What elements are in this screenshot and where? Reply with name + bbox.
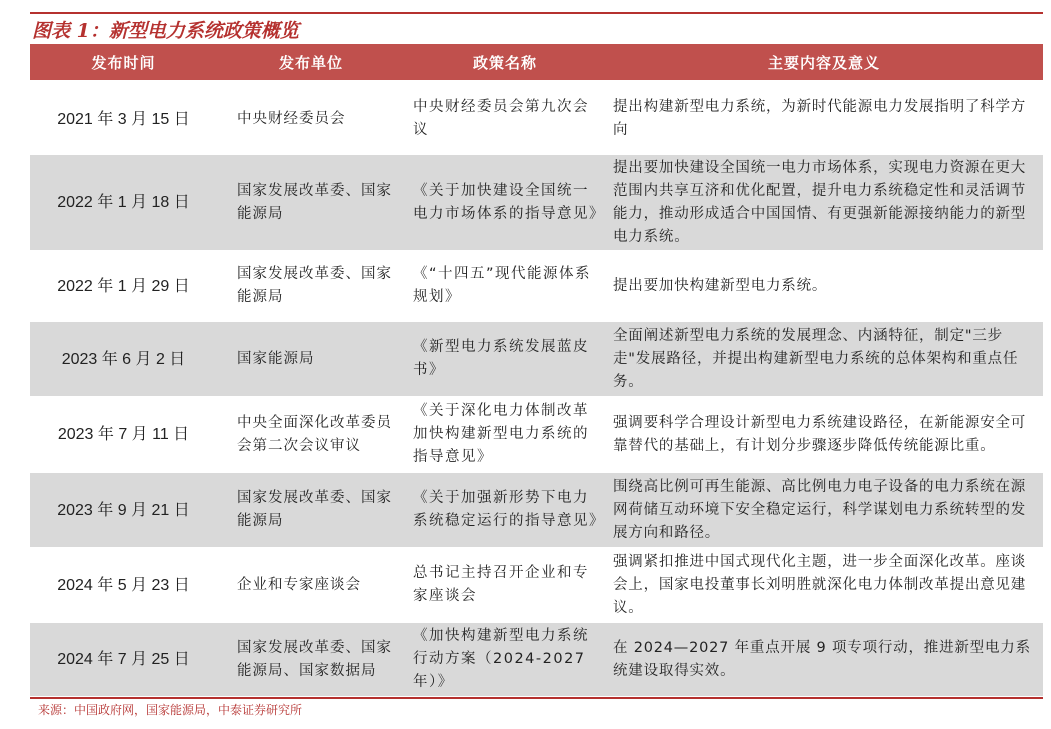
cell-org: 中央全面深化改革委员会第二次会议审议 bbox=[237, 414, 392, 454]
cell-date: 2023 年 9 月 21 日 bbox=[57, 501, 190, 519]
cell-policy: 《关于加快建设全国统一电力市场体系的指导意见》 bbox=[413, 182, 605, 222]
table-body bbox=[30, 84, 1043, 697]
cell-content: 提出要加快建设全国统一电力市场体系，实现电力资源在更大范围内共享互济和优化配置，提升电力系统稳定性和灵活调节能力，推动形成适合中国国情、有更强新能源接纳能力的新型电力系统。 bbox=[613, 159, 1027, 245]
cell-date: 2022 年 1 月 29 日 bbox=[57, 277, 190, 295]
cell-content: 全面阐述新型电力系统的发展理念、内涵特征，制定"三步走"发展路径，并提出构建新型电力系统的总体架构和重点任务。 bbox=[613, 327, 1019, 390]
cell-policy: 《加快构建新型电力系统行动方案（2024-2027 年）》 bbox=[413, 628, 589, 690]
header-org: 发布单位 bbox=[278, 53, 343, 72]
cell-org: 国家能源局 bbox=[237, 350, 315, 367]
header-content: 主要内容及意义 bbox=[767, 53, 880, 72]
cell-content: 在 2024—2027 年重点开展 9 项专项行动，推进新型电力系统建设取得实效。 bbox=[613, 639, 1031, 679]
cell-policy: 《关于加强新形势下电力系统稳定运行的指导意见》 bbox=[413, 490, 605, 529]
source-note: 来源：中国政府网，国家能源局，中泰证券研究所 bbox=[38, 703, 303, 717]
cell-date: 2023 年 7 月 11 日 bbox=[57, 426, 190, 443]
cell-policy: 《“十四五”现代能源体系规划》 bbox=[413, 266, 592, 305]
cell-date: 2022 年 1 月 18 日 bbox=[57, 194, 190, 211]
cell-content: 提出要加快构建新型电力系统。 bbox=[613, 277, 828, 294]
figure-title: 图表 1：新型电力系统政策概览 bbox=[32, 20, 299, 42]
cell-org: 国家发展改革委、国家能源局 bbox=[237, 490, 392, 529]
cell-org: 国家发展改革委、国家能源局 bbox=[237, 182, 392, 222]
cell-date: 2023 年 6 月 2 日 bbox=[61, 350, 186, 368]
header-date: 发布时间 bbox=[91, 53, 156, 72]
table-row bbox=[30, 84, 1043, 155]
cell-policy: 《关于深化电力体制改革加快构建新型电力系统的指导意见》 bbox=[413, 403, 589, 465]
cell-content: 提出构建新型电力系统，为新时代能源电力发展指明了科学方向 bbox=[613, 99, 1027, 138]
cell-content: 围绕高比例可再生能源、高比例电力电子设备的电力系统在源网荷储互动环境下安全稳定运行，科学谋划电力系统转型的发展方向和路径。 bbox=[613, 478, 1027, 541]
cell-org: 企业和专家座谈会 bbox=[237, 576, 361, 593]
cell-date: 2024 年 7 月 25 日 bbox=[57, 651, 190, 668]
cell-policy: 《新型电力系统发展蓝皮书》 bbox=[413, 339, 589, 378]
cell-org: 国家发展改革委、国家能源局、国家数据局 bbox=[237, 639, 392, 679]
table-row bbox=[30, 397, 1043, 473]
cell-policy: 中央财经委员会第九次会议 bbox=[413, 99, 589, 138]
cell-date: 2021 年 3 月 15 日 bbox=[57, 110, 190, 128]
table-row bbox=[30, 473, 1043, 548]
cell-org: 国家发展改革委、国家能源局 bbox=[237, 266, 392, 305]
top-divider bbox=[30, 12, 1043, 14]
table-header bbox=[30, 44, 1043, 80]
table-row bbox=[30, 251, 1043, 322]
table-row bbox=[30, 548, 1043, 623]
table-row bbox=[30, 623, 1043, 697]
cell-org: 中央财经委员会 bbox=[237, 110, 346, 127]
table-row bbox=[30, 155, 1043, 251]
table-row bbox=[30, 322, 1043, 397]
cell-date: 2024 年 5 月 23 日 bbox=[57, 576, 190, 594]
cell-content: 强调要科学合理设计新型电力系统建设路径，在新能源安全可靠替代的基础上，有计划分步骤逐步降低传统能源比重。 bbox=[613, 414, 1027, 454]
cell-policy: 总书记主持召开企业和专家座谈会 bbox=[413, 565, 589, 604]
cell-content: 强调紧扣推进中国式现代化主题，进一步全面深化改革。座谈会上，国家电投董事长刘明胜就深化电力体制改革提出意见建议。 bbox=[613, 553, 1027, 616]
bottom-divider bbox=[30, 697, 1043, 699]
header-policy: 政策名称 bbox=[472, 53, 537, 72]
